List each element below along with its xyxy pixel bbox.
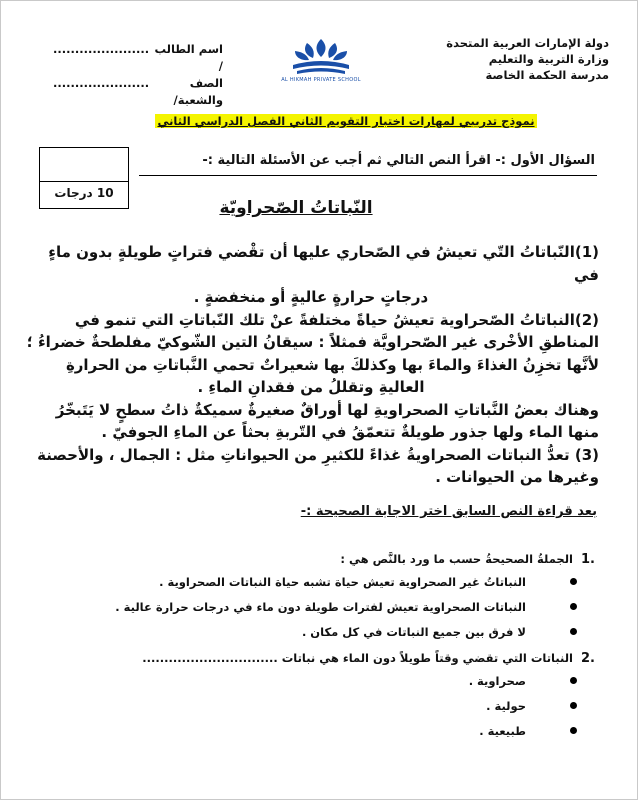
- school-logo-icon: [281, 35, 361, 79]
- question-one-underline: [139, 175, 597, 176]
- option-text: لا فرق بين جميع النباتات في كل مكان .: [301, 624, 526, 639]
- option-text: حولية .: [486, 698, 526, 713]
- bullet-icon: [570, 578, 577, 585]
- passage-line: المناطقِ الأخْرى غير الصّحراويَّة فمثلاً : سيقانُ التين الشّوكيّ مفلطحةٌ خضراءُ ؛: [26, 333, 599, 351]
- passage-line: (1)النّباتاتُ التّي تعيشُ في الصّحاري عليها أن تقْضي فتراتٍ طويلةٍ بدون ماءٍ في: [48, 243, 599, 284]
- question-text: الجملةُ الصحيحةُ حسب ما ورد بالنَّص هي :: [340, 552, 573, 566]
- option-text: صحراوية .: [468, 673, 526, 688]
- score-box: [39, 147, 129, 209]
- answer-option[interactable]: [61, 718, 595, 743]
- question-1: [61, 549, 595, 569]
- school-header: [446, 35, 609, 83]
- question-text[interactable]: النباتات التي تقضي وقتاً طويلاً دون الماء هي نباتات ...............................: [142, 651, 573, 665]
- passage-title: النّباتاتُ الصّحراويّة: [219, 198, 373, 218]
- reading-passage: [23, 241, 599, 489]
- class-label: الصف والشعبة/: [173, 76, 223, 107]
- answer-option[interactable]: [61, 668, 595, 693]
- question-number: .2: [581, 651, 595, 666]
- option-text: النباتاتُ غير الصحراوية تعيش حياة تشبه حياة النباتات الصحراوية .: [159, 574, 526, 589]
- passage-line: وهناك بعضُ النَّباتاتِ الصحراويةِ لها أوراقٌ صغيرةٌ سميكةٌ ذاتُ سطحٍ لا يَتَبخّرُ: [55, 400, 599, 419]
- student-name-label: اسم الطالب /: [154, 42, 223, 73]
- answer-option[interactable]: [61, 569, 595, 594]
- option-text: طبيعية .: [479, 723, 526, 738]
- passage-line: (2)النباتاتُ الصّحراوية تعيشُ حياةً مختلفةً عنْ تلك النّباتاتِ التي تنمو في: [74, 310, 599, 329]
- student-name-blank[interactable]: ......................: [53, 42, 150, 56]
- question-one-heading: السؤال الأول :- اقرأ النص التالي ثم أجب عن الأسئلة التالية :-: [202, 153, 595, 168]
- bullet-icon: [570, 702, 577, 709]
- score-divider: [40, 181, 128, 182]
- answer-option[interactable]: [61, 693, 595, 718]
- questions-list: [61, 549, 595, 743]
- bullet-icon: [570, 727, 577, 734]
- passage-line: وغيرها من الحيوانات .: [435, 468, 599, 486]
- passage-line: درجاتٍ حرارةٍ عاليةٍ أو منخفضةٍ .: [193, 288, 429, 306]
- answer-instruction: بعد قراءة النص السابق اختر الاجابة الصحيحة :-: [300, 504, 597, 519]
- exam-banner: نموذج تدريبي لمهارات اختبار التقويم الثاني الفصل الدراسي الثاني: [157, 114, 535, 128]
- option-text: النباتات الصحراوية تعيش لفترات طويلة دون ماء في درجات حرارة عالية .: [115, 599, 526, 614]
- passage-line: منها الماء ولها جذور طويلةٌ تتعمّقُ في التّربةِ بحثاً عن الماءِ الجوفيّ .: [101, 423, 599, 441]
- answer-option[interactable]: [61, 619, 595, 644]
- country-name: دولة الإمارات العربية المتحدة: [446, 36, 609, 50]
- passage-line: (3) تعدُّ النباتات الصحراويةُ غذاءً للكثيرِ من الحيواناتِ مثل : الجمال ، والأحصنة: [37, 445, 599, 464]
- student-info: [53, 41, 223, 109]
- passage-line: لأنَّها تخزِنُ الغذاءَ والماءَ بها وكذلكَ بها شعيراتٌ تحمي النَّباتاتِ من الحرارةِ: [65, 355, 599, 374]
- class-blank[interactable]: ......................: [53, 76, 150, 90]
- ministry-name: وزارة التربية والتعليم: [488, 52, 609, 66]
- answer-option[interactable]: [61, 594, 595, 619]
- logo-caption: AL HIKMAH PRIVATE SCHOOL: [281, 77, 361, 83]
- question-number: .1: [581, 552, 595, 567]
- bullet-icon: [570, 628, 577, 635]
- school-name: مدرسة الحكمة الخاصة: [485, 68, 609, 82]
- score-value: 10 درجات: [54, 186, 114, 200]
- passage-line: العاليةِ وتقللُ من فقدانِ الماءِ .: [197, 378, 425, 396]
- question-2: [61, 648, 595, 668]
- bullet-icon: [570, 603, 577, 610]
- bullet-icon: [570, 677, 577, 684]
